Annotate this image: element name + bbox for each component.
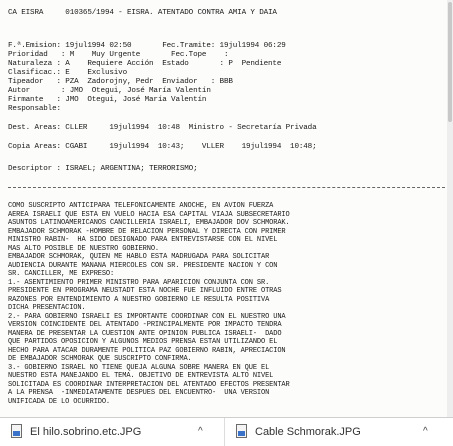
body-line: SOLICITADA ES COORDINAR INTERPRETACION DEL ATENTADO EFECTOS PRESENTAR	[8, 380, 290, 389]
body-line: UNIFICADA DE LO OCURRIDO.	[8, 397, 111, 406]
download-filename: Cable Schmorak.JPG	[255, 425, 361, 438]
body-line: PRESIDENTE EN PROGRAMA NEUSTADT ESTA NOCHE FUE INFLUIDO ENTRE OTRAS	[8, 287, 282, 295]
download-filename: El hilo.sobrino.etc.JPG	[30, 425, 142, 438]
body-line: HECHO PARA ATACAR DURAMENTE POLITICA PAZ GOBIERNO RABIN, APRECIACION	[8, 346, 286, 355]
descriptor: Descriptor : ISRAEL; ARGENTINA; TERRORISMO;	[8, 165, 198, 173]
body-line: NUESTRO ESTA MANEJANDO EL TEMA. OBJETIVO DE ENTREVISTA ALTO NIVEL	[8, 372, 274, 380]
body-line: DE EMBAJADOR SCHMORAK QUE SUSCRIPTO CONFIRMA.	[8, 355, 192, 363]
download-item-cable[interactable]	[224, 418, 448, 446]
field-firmante: Firmante : JMO Otegui, José María Valentín	[8, 96, 207, 104]
vertical-scrollbar[interactable]	[447, 0, 453, 417]
field-naturaleza: Naturaleza : A Requiere Acción Estado : P Pendiente	[8, 60, 282, 68]
body-line: 3.- GOBIERNO ISRAEL NO TIENE QUEJA ALGUNA SOBRE MANERA EN QUE EL	[8, 363, 270, 372]
body-line: 1.- ASENTIMIENTO PRIMER MINISTRO PARA APARICION CONJUNTA CON SR.	[8, 278, 270, 287]
body-line: RAZONES POR ENTENDIMIENTO A NUESTRO GOBIERNO LE RESULTA POSITIVA	[8, 295, 270, 304]
scrollbar-thumb[interactable]	[448, 2, 452, 122]
body-line: SR. CANCILLER, ME EXPRESO:	[8, 270, 115, 278]
body-line: MINISTRO RABIN- HA SIDO DESIGNADO PARA ENTREVISTARSE CON EL NIVEL	[8, 236, 278, 244]
field-responsable: Responsable:	[8, 105, 61, 113]
field-clasificacion: Clasificac.: E Exclusivo	[8, 69, 127, 77]
download-bar	[0, 417, 453, 445]
image-file-icon	[235, 424, 249, 440]
body-line: EMBAJADOR SCHMORAK, QUIEN ME HABLO ESTA MADRUGADA PARA SOLICITAR	[8, 253, 270, 261]
body-line: QUE PARTIDOS OPOSICION Y ALGUNOS MEDIOS PRENSA ESTAN UTILIZANDO EL	[8, 338, 278, 346]
chevron-up-icon[interactable]: ^	[423, 426, 428, 437]
chevron-up-icon[interactable]: ^	[198, 426, 203, 437]
body-line: EMBAJADOR SCHMORAK -HOMBRE DE RELACION PERSONAL Y DIRECTA CON PRIMER	[8, 227, 286, 236]
body-line: A LA PRENSA -INMEDIATAMENTE DESPUES DEL ENCUENTRO- UNA VERSION	[8, 389, 270, 397]
body-line: AEREA ISRAELI QUE ESTA EN VUELO HACIA ESA CAPITAL VIAJA SUBSECRETARIO	[8, 210, 290, 219]
body-line: VERSION COINCIDENTE DEL ATENTADO -PRINCIPALMENTE POR IMPACTO TENDRA	[8, 321, 282, 329]
body-line: COMO SUSCRIPTO ANTICIPARA TELEFONICAMENTE ANOCHE, EN AVION FUERZA	[8, 202, 274, 210]
dest-areas: Dest. Areas: CLLER 19jul1994 10:48 Ministro - Secretaría Privada	[8, 124, 317, 132]
separator-rule	[8, 187, 445, 188]
document-header: CA EISRA 010365/1994 - EISRA. ATENTADO CONTRA AMIA Y DAIA	[8, 9, 277, 17]
body-line: MANERA DE PRESENTAR LA CUESTION ANTE OPINION PUBLICA ISRAELI- DADO	[8, 329, 282, 338]
body-line: AUDIENCIA DURANTE MANANA MIERCOLES CON SR. PRESIDENTE NACION Y CON	[8, 261, 278, 270]
body-line: MAS ALTO POSIBLE DE NUESTRO GOBIERNO.	[8, 244, 159, 253]
download-item-hilo[interactable]	[0, 418, 224, 446]
field-autor: Autor : JMO Otegui, José María Valentín	[8, 87, 211, 95]
field-prioridad: Prioridad : M Muy Urgente Fec.Tope :	[8, 51, 229, 59]
field-emision: F.ª.Emision: 19jul1994 02:50 Fec.Tramite: 19jul1994 06:29	[8, 42, 286, 50]
body-line: 2.- PARA GOBIERNO ISRAELI ES IMPORTANTE COORDINAR CON EL NUESTRO UNA	[8, 312, 286, 321]
image-file-icon	[10, 424, 24, 440]
field-tipeador: Tipeador : PZA Zadorojny, Pedr Enviador : BBB	[8, 78, 233, 86]
body-line: ASUNTOS LATINOAMERICANOS CANCILLERIA ISRAELI, EMBAJADOR DOV SCHMORAK.	[8, 219, 290, 227]
body-line: DICHA PRESENTACION.	[8, 304, 86, 312]
copia-areas: Copia Areas: CGABI 19jul1994 10:43; VLLER 19jul1994 10:48;	[8, 143, 317, 151]
